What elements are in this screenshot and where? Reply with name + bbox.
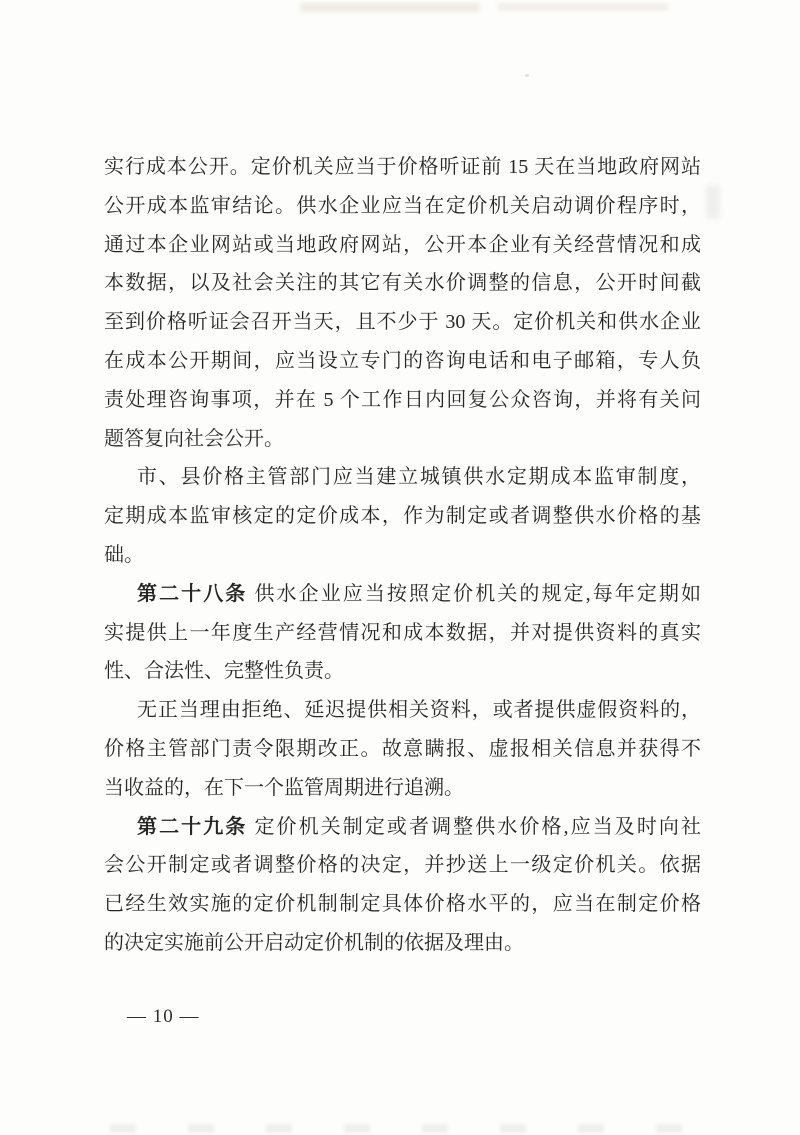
text-line-paragraph-end xyxy=(104,924,701,963)
text-line xyxy=(104,846,701,885)
text-line xyxy=(104,148,701,187)
text-line xyxy=(104,458,701,497)
article-28-heading: 第二十八条 xyxy=(137,582,248,605)
line-text: 定价机关制定或者调整供水价格,应当及时向社 xyxy=(247,815,702,838)
line-text: 责处理咨询事项，并在 5 个工作日内回复公众咨询，并将有关问 xyxy=(104,388,701,411)
text-line xyxy=(104,691,701,730)
text-line xyxy=(104,808,701,847)
line-text: 供水企业应当按照定价机关的规定,每年定期如 xyxy=(247,582,702,605)
scan-smudge-bottom-edge xyxy=(110,1124,710,1133)
document-body xyxy=(104,148,701,963)
line-text: 已经生效实施的定价机制制定具体价格水平的，应当在制定价格 xyxy=(104,893,701,916)
scan-smudge-right-margin xyxy=(706,185,720,219)
line-text: 性、合法性、完整性负责。 xyxy=(104,660,344,683)
text-line-paragraph-end xyxy=(104,769,701,808)
scan-speck xyxy=(525,74,529,77)
line-text: 本数据，以及社会关注的其它有关水价调整的信息，公开时间截 xyxy=(104,272,701,295)
text-line xyxy=(104,342,701,381)
line-text: 当收益的，在下一个监管周期进行追溯。 xyxy=(104,776,464,799)
text-line-paragraph-end xyxy=(104,652,701,691)
line-text: 价格主管部门责令限期改正。故意瞒报、虚报相关信息并获得不 xyxy=(104,737,701,760)
text-line xyxy=(104,226,701,265)
text-line xyxy=(104,381,701,420)
scan-smudge-top-right xyxy=(498,3,668,11)
text-line xyxy=(104,730,701,769)
text-line-paragraph-end xyxy=(104,536,701,575)
line-text: 公开成本监审结论。供水企业应当在定价机关启动调价程序时， xyxy=(104,194,701,217)
line-text: 础。 xyxy=(104,543,144,566)
line-text: 实行成本公开。定价机关应当于价格听证前 15 天在当地政府网站 xyxy=(104,156,701,178)
text-line xyxy=(104,303,701,342)
text-line-paragraph-end xyxy=(104,420,701,459)
text-line xyxy=(104,575,701,614)
line-text: 市、县价格主管部门应当建立城镇供水定期成本监审制度， xyxy=(137,466,701,489)
line-text: 会公开制定或者调整价格的决定，并抄送上一级定价机关。依据 xyxy=(104,854,701,877)
scan-smudge-top-left xyxy=(300,3,480,12)
line-text: 至到价格听证会召开当天，且不少于 30 天。定价机关和供水企业 xyxy=(104,311,701,334)
text-line xyxy=(104,187,701,226)
page-number: — 10 — xyxy=(127,1006,200,1027)
text-line xyxy=(104,264,701,303)
line-text: 的决定实施前公开启动定价机制的依据及理由。 xyxy=(104,931,524,954)
text-line xyxy=(104,614,701,653)
line-text: 在成本公开期间，应当设立专门的咨询电话和电子邮箱，专人负 xyxy=(104,349,701,372)
article-29-heading: 第二十九条 xyxy=(137,815,248,838)
line-text: 题答复向社会公开。 xyxy=(104,427,284,450)
line-text: 实提供上一年度生产经营情况和成本数据，并对提供资料的真实 xyxy=(104,621,701,644)
line-text: 通过本企业网站或当地政府网站，公开本企业有关经营情况和成 xyxy=(104,233,701,256)
line-text: 定期成本监审核定的定价成本，作为制定或者调整供水价格的基 xyxy=(104,505,701,528)
text-line xyxy=(104,497,701,536)
line-text: 无正当理由拒绝、延迟提供相关资料，或者提供虚假资料的， xyxy=(137,699,701,722)
text-line xyxy=(104,885,701,924)
